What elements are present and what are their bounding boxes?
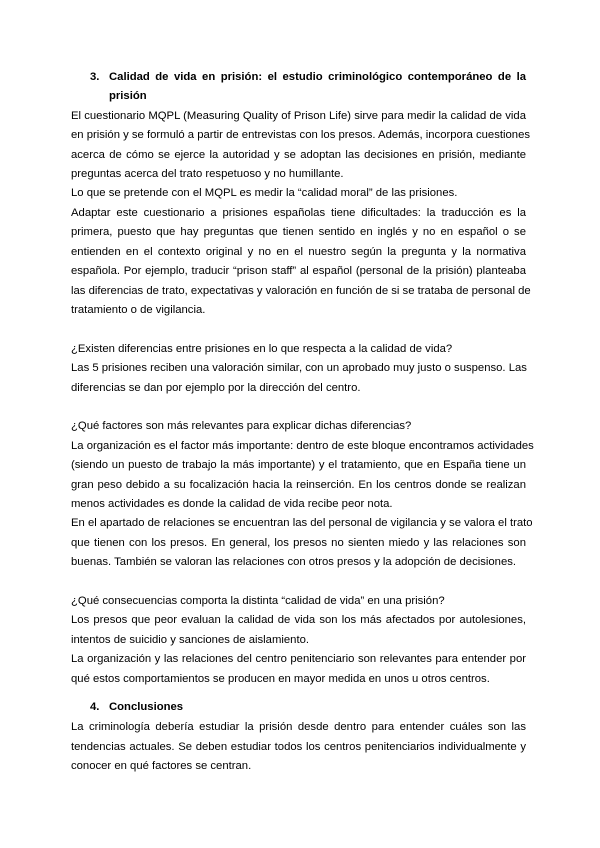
paragraph-line: española. Por ejemplo, traducir “prison staff” al español (personal de la prisión) planteaba [71,265,526,277]
paragraph-line: conocer en qué factores se centran. [71,760,252,772]
paragraph-line: entienden en el contexto original y no en el nuestro según la pregunta y la normativa [71,246,526,258]
paragraph-line: El cuestionario MQPL (Measuring Quality of Prison Life) sirve para medir la calidad de vida [71,110,526,122]
answer-line: menos actividades es donde la calidad de vida recibe peor nota. [71,498,393,510]
question-3: ¿Qué consecuencias comporta la distinta “calidad de vida” en una prisión? [71,595,445,607]
paragraph-line: tratamiento o de vigilancia. [71,304,206,316]
paragraph-line: primera, puesto que hay preguntas que tienen sentido en inglés y no en español o se [71,226,526,238]
answer-line: En el apartado de relaciones se encuentran las del personal de vigilancia y se valora el trato [71,517,533,529]
question-2: ¿Qué factores son más relevantes para explicar dichas diferencias? [71,420,412,432]
paragraph-line: acerca de cómo se ejerce la autoridad y se adoptan las decisiones en prisión, mediante [71,149,526,161]
paragraph-line: tendencias actuales. Se deben estudiar todos los centros penitenciarios individualmente y [71,741,526,753]
paragraph-line: preguntas acerca del trato respetuoso y no humillante. [71,168,344,180]
answer-line: Los presos que peor evaluan la calidad de vida son los más afectados por autolesiones, [71,614,526,626]
section-3-title-line2: prisión [109,90,147,102]
answer-line: intentos de suicidio y sanciones de aislamiento. [71,634,310,646]
section-3-number: 3. [90,71,100,83]
paragraph-line: las diferencias de trato, expectativas y valoración en función de si se trataba de personal de [71,285,531,297]
paragraph-line: Lo que se pretende con el MQPL es medir la “calidad moral” de las prisiones. [71,187,458,199]
answer-line: (siendo un puesto de trabajo la más importante) y el tratamiento, que en España tiene un [71,459,526,471]
answer-line: que tienen con los presos. En general, los presos no sienten miedo y las relaciones son [71,537,526,549]
paragraph-line: Adaptar este cuestionario a prisiones españolas tiene dificultades: la traducción es la [71,207,526,219]
answer-line: qué estos comportamientos se producen en mayor medida en unos u otros centros. [71,673,490,685]
answer-line: gran peso debido a su focalización hacia la reinserción. En los centros donde se realizan [71,479,526,491]
answer-line: diferencias se dan por ejemplo por la dirección del centro. [71,382,361,394]
question-1: ¿Existen diferencias entre prisiones en lo que respecta a la calidad de vida? [71,343,453,355]
section-4-title: Conclusiones [109,701,184,713]
answer-line: La organización y las relaciones del centro penitenciario son relevantes para entender por [71,653,526,665]
paragraph-line: en prisión y se formuló a partir de entrevistas con los presos. Además, incorpora cuestiones [71,129,531,141]
section-4-number: 4. [90,701,100,713]
answer-line: buenas. También se valoran las relaciones con otros presos y la adopción de decisiones. [71,556,517,568]
paragraph-line: La criminología debería estudiar la prisión desde dentro para entender cuáles son las [71,721,526,733]
answer-line: La organización es el factor más importante: dentro de este bloque encontramos actividades [71,440,534,452]
answer-line: Las 5 prisiones reciben una valoración similar, con un aprobado muy justo o suspenso. Las [71,362,527,374]
section-3-title-line1: Calidad de vida en prisión: el estudio criminológico contemporáneo de la [109,71,526,83]
